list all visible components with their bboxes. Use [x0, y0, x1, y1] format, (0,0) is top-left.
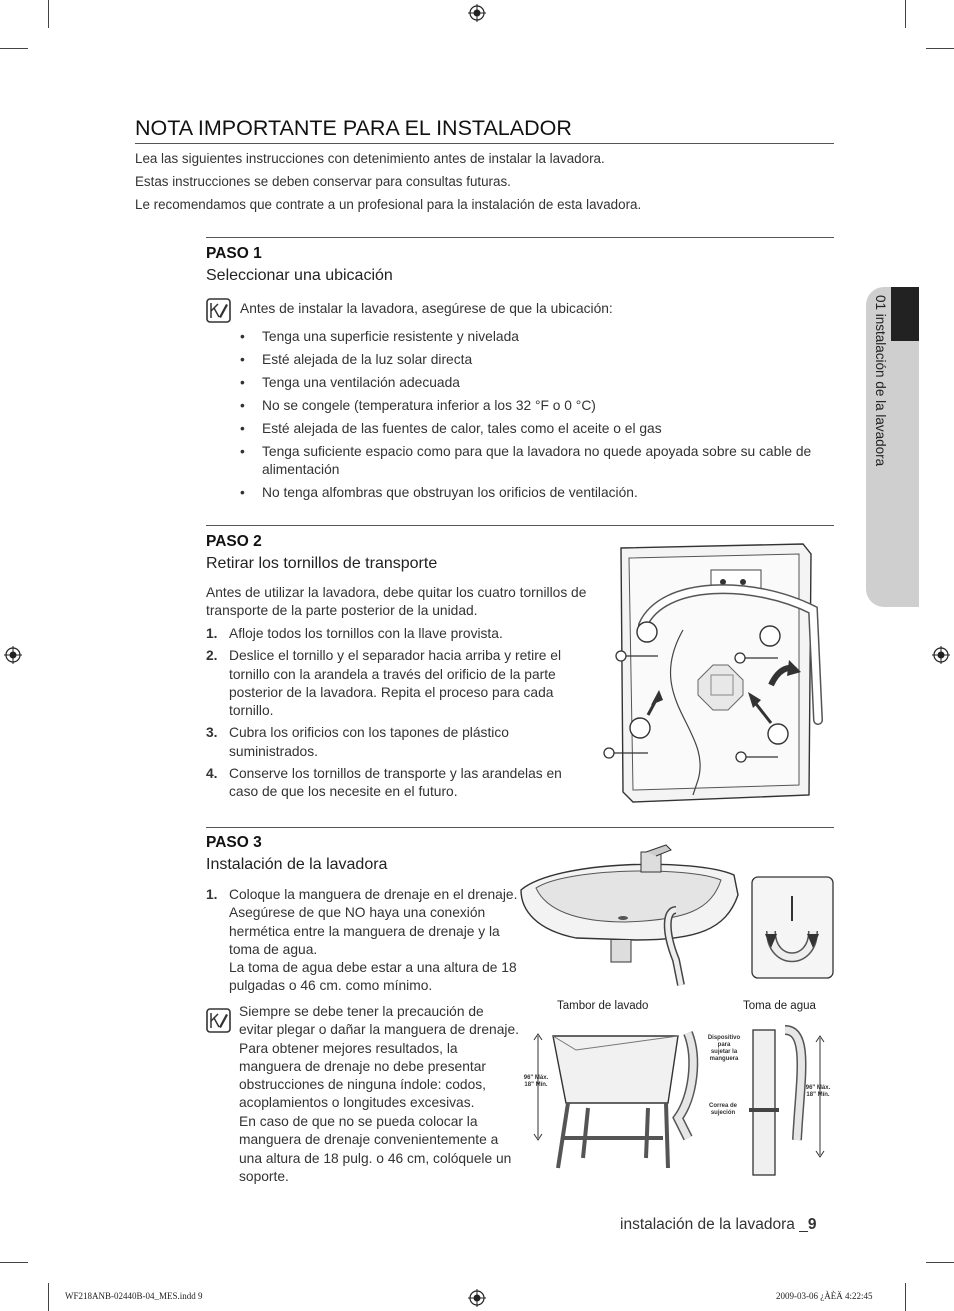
crop-mark: [905, 1283, 906, 1311]
step2-heading: PASO 2: [206, 533, 262, 550]
list-item: • Esté alejada de la luz solar directa: [240, 351, 835, 369]
list-item: 3. Cubra los orificios con los tapones de plástico suministrados.: [206, 725, 509, 759]
crop-mark: [926, 48, 954, 49]
crop-mark: [926, 1262, 954, 1263]
note-icon: [206, 298, 231, 323]
tub-label: Tambor de lavado: [557, 1000, 649, 1012]
crop-mark: [0, 1262, 28, 1263]
crop-mark: [48, 1283, 49, 1311]
tub-height-dimension: 96" Máx. 18" Mín.: [523, 1075, 549, 1088]
step3-heading: PASO 3: [206, 834, 262, 851]
step1-subtitle: Seleccionar una ubicación: [206, 267, 393, 284]
step2-intro: Antes de utilizar la lavadora, debe quitar los cuatro tornillos de transporte de la parte posterior de la unidad.: [206, 585, 587, 619]
step3-instructions: [206, 886, 518, 1000]
note-icon: [206, 1008, 231, 1033]
list-item: 2. Deslice el tornillo y el separador hacia arriba y retire el tornillo con la arandela a través del orificio de la parte posterior de la lavadora. Repita el proceso para cada tornillo.: [206, 648, 562, 719]
list-item: • Tenga suficiente espacio como para que la lavadora no quede apoyada sobre su cable de alimentación: [240, 443, 835, 480]
washer-back-illustration: [603, 540, 835, 810]
crop-mark: [48, 0, 49, 28]
sink-drain-illustration: [516, 840, 741, 990]
registration-mark-icon: [468, 4, 486, 22]
list-item: • Esté alejada de las fuentes de calor, tales como el aceite o el gas: [240, 420, 835, 438]
step3-subtitle: Instalación de la lavadora: [206, 856, 388, 873]
intro-line: Lea las siguientes instrucciones con detenimiento antes de instalar la lavadora.: [135, 151, 605, 166]
step1-heading: PASO 1: [206, 245, 262, 262]
outlet-height-dimension: 96" Máx. 18" Mín.: [805, 1085, 831, 1098]
hose-hook-inset-illustration: [751, 876, 834, 979]
registration-mark-icon: [468, 1289, 486, 1307]
list-item: • No tenga alfombras que obstruyan los orificios de ventilación.: [240, 484, 835, 502]
registration-mark-icon: [932, 646, 950, 664]
hose-device-label: Dispositivo para sujetar la manguera: [707, 1035, 741, 1062]
laundry-tub-illustration: [518, 1018, 718, 1178]
step3-note: Siempre se debe tener la precaución de evitar plegar o dañar la manguera de drenaje. Para obtener mejores resultados, la manguera de drenaje no debe presentar obstrucciones de ninguna índole: codos, acoplamientos o longitudes excesivas.: [239, 1004, 519, 1111]
section-divider: [206, 827, 834, 828]
step2-instructions: [206, 625, 591, 806]
step1-note: Antes de instalar la lavadora, asegúrese de que la ubicación:: [240, 301, 613, 316]
standpipe-illustration: [745, 1020, 835, 1178]
section-divider: [206, 525, 834, 526]
list-item: 1. Coloque la manguera de drenaje en el drenaje. Asegúrese de que NO haya una conexión hermética entre la manguera de drenaje y la toma de agua. La toma de agua debe estar a una altura de 18 pulgadas o 46 cm. como mínimo.: [206, 887, 518, 994]
page-title: NOTA IMPORTANTE PARA EL INSTALADOR: [135, 116, 834, 144]
section-divider: [206, 237, 834, 238]
outlet-label: Toma de agua: [743, 1000, 816, 1012]
chapter-tab-marker: [891, 287, 919, 341]
print-slug-date: 2009-03-06 ¿ÀÈÄ 4:22:45: [776, 1291, 873, 1301]
list-item: • No se congele (temperatura inferior a los 32 °F o 0 °C): [240, 397, 835, 415]
intro-line: Le recomendamos que contrate a un profesional para la instalación de esta lavadora.: [135, 197, 642, 212]
list-item: • Tenga una superficie resistente y nivelada: [240, 328, 835, 346]
crop-mark: [0, 48, 28, 49]
page-footer: instalación de la lavadora _9: [620, 1216, 817, 1233]
step2-subtitle: Retirar los tornillos de transporte: [206, 555, 438, 572]
crop-mark: [905, 0, 906, 28]
list-item: 1. Afloje todos los tornillos con la llave provista.: [206, 626, 503, 641]
chapter-tab-label: 01 instalación de la lavadora: [873, 295, 888, 467]
list-item: 4. Conserve los tornillos de transporte y las arandelas en caso de que los necesite en el futuro.: [206, 766, 562, 800]
list-item: • Tenga una ventilación adecuada: [240, 374, 835, 392]
location-requirements-list: [240, 328, 835, 507]
strap-label: Correa de sujeción: [708, 1103, 737, 1116]
print-slug-file: WF218ANB-02440B-04_MES.indd 9: [65, 1291, 203, 1301]
step3-note-support: En caso de que no se pueda colocar la manguera de drenaje convenientemente a una altura de 18 pulg. o 46 cm, colóquele un soporte.: [239, 1114, 512, 1184]
intro-line: Estas instrucciones se deben conservar para consultas futuras.: [135, 174, 511, 189]
registration-mark-icon: [4, 646, 22, 664]
